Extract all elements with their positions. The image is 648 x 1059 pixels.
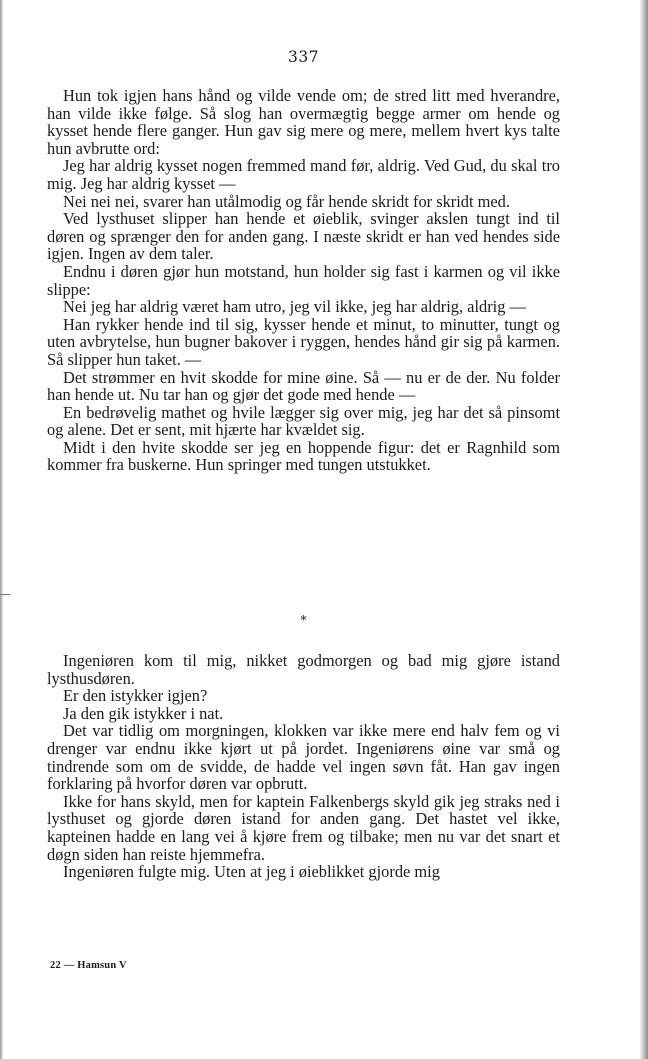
book-page [47,0,560,1059]
text-block-lower [47,652,560,881]
paragraph: Ikke for hans skyld, men for kaptein Falkenbergs skyld gik jeg straks ned i lysthuset og gjorde døren istand for anden gang. Det hastet vel ikke, kapteinen hadde en lang vei å kjøre frem og tilbake; men nu var det snart et døgn siden han reiste hjemmefra. [47,791,560,864]
paragraph: Han rykker hende ind til sig, kysser hende et minut, to minutter, tungt og uten avbrytelse, hun bugner bakover i ryggen, hendes hånd gir sig på karmen. Så slipper hun taket. — [47,314,560,369]
paragraph: Midt i den hvite skodde ser jeg en hoppende figur: det er Ragnhild som kommer fra buskerne. Hun springer med tungen utstukket. [47,437,560,475]
paragraph: Er den istykker igjen? [63,686,208,706]
paragraph: Nei jeg har aldrig været ham utro, jeg vil ikke, jeg har aldrig, aldrig — [63,297,526,317]
page-footer: 22 — Hamsun V [50,960,127,971]
paragraph: Ingeniøren fulgte mig. Uten at jeg i øieblikket gjorde mig [63,862,440,882]
scan-edge-right [640,0,648,1059]
paragraph: Ingeniøren kom til mig, nikket godmorgen og bad mig gjøre istand lysthusdøren. [47,651,560,688]
paragraph: Ved lysthuset slipper han hende et øieblik, svinger akslen tungt ind til døren og sprænger den for anden gang. I næste skridt er han ved hendes side igjen. Ingen av dem taler. [47,209,560,264]
page-number: 337 [287,48,320,66]
section-separator: * [300,613,307,627]
paragraph: Det strømmer en hvit skodde for mine øine. Så — nu er de der. Nu folder han hende ut. Nu tar han og gjør det gode med hende — [47,367,560,405]
scan-edge-left [0,0,3,1059]
paragraph: Jeg har aldrig kysset nogen fremmed mand før, aldrig. Ved Gud, du skal tro mig. Jeg har aldrig kysset — [47,156,560,193]
scan-edge-mark [0,594,10,595]
paragraph: En bedrøvelig mathet og hvile lægger sig over mig, jeg har det så pinsomt og alene. Det er sent, mit hjærte har kvældet sig. [47,402,560,440]
text-block-upper [47,87,560,474]
paragraph: Nei nei nei, svarer han utålmodig og får hende skridt for skridt med. [63,191,510,211]
paragraph: Endnu i døren gjør hun motstand, hun holder sig fast i karmen og vil ikke slippe: [47,261,560,299]
paragraph: Ja den gik istykker i nat. [63,703,224,723]
paragraph: Hun tok igjen hans hånd og vilde vende om; de stred litt med hverandre, han vilde ikke følge. Så slog han overmægtig begge armer om hende og kysset hende flere ganger. Hun gav sig mere og mere, mellem hvert kys talte hun avbrutte ord: [47,86,560,158]
paragraph: Det var tidlig om morgningen, klokken var ikke mere end halv fem og vi drenger var endnu ikke kjørt ut på jordet. Ingeniørens øine var små og tindrende som om de svidde, de hadde vel ingen søvn fåt. Han gav ingen forklaring på hvorfor døren var opbrutt. [47,721,560,794]
